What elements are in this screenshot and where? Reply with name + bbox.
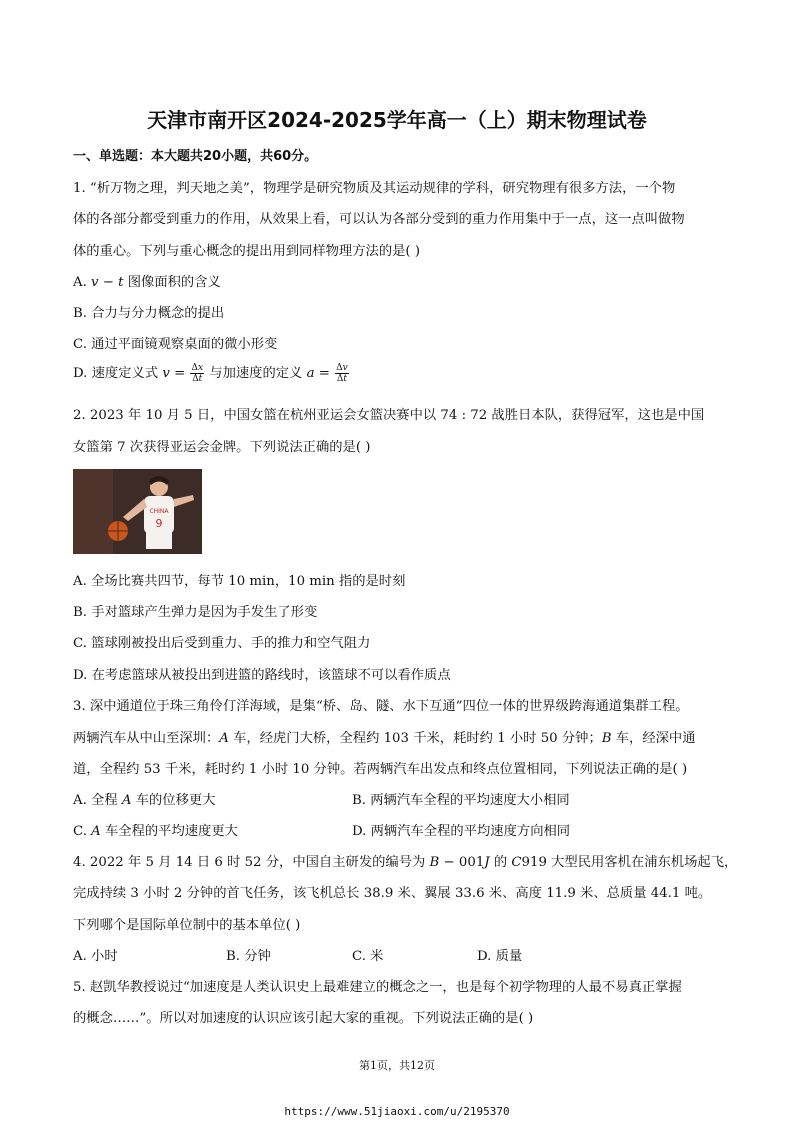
q1-text-line-3: 体的重心。下列与重心概念的提出用到同样物理方法的是( ) — [73, 244, 421, 259]
page-footer: 第1页，共12页 — [359, 1059, 435, 1072]
q3-text-line-1: 3. 深中通道位于珠三角伶仃洋海域，是集“桥、岛、隧、水下互通”四位一体的世界级跨海通道集群工程。 — [73, 699, 689, 714]
q2-text-line-1: 2. 2023 年 10 月 5 日，中国女篮在杭州亚运会女篮决赛中以 74 : 72 战胜日本队，获得冠军，这也是中国 — [73, 408, 705, 423]
q5-text-line-1: 5. 赵凯华教授说过“加速度是人类认识史上最难建立的概念之一，也是每个初学物理的人最不易真正掌握 — [73, 980, 682, 995]
q2-option-a: A. 全场比赛共四节，每节 10 min，10 min 指的是时刻 — [73, 574, 406, 589]
q3-option-d: D. 两辆汽车全程的平均速度方向相同 — [352, 824, 571, 839]
q4-option-a: A. 小时 — [73, 949, 118, 964]
q1-option-a: A. 𝑣 − 𝑡 图像面积的含义 — [73, 275, 221, 290]
q4-text-line-1: 4. 2022 年 5 月 14 日 6 时 52 分，中国自主研发的编号为 𝐵 − 001𝐽 的 𝐶919 大型民用客机在浦东机场起飞， — [73, 855, 738, 870]
watermark-url[interactable]: https://www.51jiaoxi.com/u/2195370 — [284, 1105, 510, 1118]
q1-text-line-2: 体的各部分都受到重力的作用，从效果上看，可以认为各部分受到的重力作用集中于一点，这一点叫做物 — [73, 212, 685, 227]
q1-option-d-prefix: D. 速度定义式 𝑣 = — [73, 366, 186, 381]
section-heading: 一、单选题：本大题共20小题，共60分。 — [73, 149, 318, 164]
q2-option-b: B. 手对篮球产生弹力是因为手发生了形变 — [73, 605, 318, 620]
q1-option-c: C. 通过平面镜观察桌面的微小形变 — [73, 337, 278, 352]
q1-option-b: B. 合力与分力概念的提出 — [73, 306, 225, 321]
q4-option-b: B. 分钟 — [226, 949, 271, 964]
q2-option-c: C. 篮球刚被投出后受到重力、手的推力和空气阻力 — [73, 636, 371, 651]
velocity-denominator: Δ𝑡 — [192, 374, 203, 384]
q3-option-b: B. 两辆汽车全程的平均速度大小相同 — [352, 793, 570, 808]
q1-option-d — [73, 362, 350, 384]
q3-option-c: C. 𝐴 车全程的平均速度更大 — [73, 824, 238, 839]
q4-text-line-2: 完成持续 3 小时 2 分钟的首飞任务，该飞机总长 38.9 米、翼展 33.6 米、高度 11.9 米、总质量 44.1 吨。 — [73, 886, 712, 901]
velocity-fraction — [190, 363, 204, 384]
velocity-numerator: Δ𝑥 — [191, 363, 204, 373]
q2-option-d: D. 在考虑篮球从被投出到进篮的路线时，该篮球不可以看作质点 — [73, 668, 451, 683]
q1-option-d-middle: 与加速度的定义 𝑎 = — [209, 366, 330, 381]
exam-title: 天津市南开区2024-2025学年高一（上）期末物理试卷 — [147, 108, 647, 132]
jersey-label: CHINA — [149, 508, 169, 515]
jersey-number: 9 — [155, 517, 163, 530]
q4-option-c: C. 米 — [352, 949, 384, 964]
q2-text-line-2: 女篮第 7 次获得亚运会金牌。下列说法正确的是( ) — [73, 440, 371, 455]
q4-option-d: D. 质量 — [477, 949, 523, 964]
q5-text-line-2: 的概念……”。所以对加速度的认识应该引起大家的重视。下列说法正确的是( ) — [73, 1011, 534, 1026]
acceleration-denominator: Δ𝑡 — [336, 374, 347, 384]
q3-option-a: A. 全程 𝐴 车的位移更大 — [73, 793, 216, 808]
q3-text-line-2: 两辆汽车从中山至深圳：𝐴 车，经虎门大桥，全程约 103 千米，耗时约 1 小时 50 分钟；𝐵 车，经深中通 — [73, 731, 696, 746]
basketball-player-photo — [73, 469, 202, 554]
q3-text-line-3: 道，全程约 53 千米，耗时约 1 小时 10 分钟。若两辆汽车出发点和终点位置相同，下列说法正确的是( ) — [73, 762, 688, 777]
q1-text-line-1: 1. “析万物之理，判天地之美”，物理学是研究物质及其运动规律的学科，研究物理有很多方法，一个物 — [73, 181, 676, 196]
photo-illustration — [73, 469, 202, 554]
acceleration-fraction — [335, 363, 349, 384]
acceleration-numerator: Δ𝑣 — [336, 363, 348, 373]
q4-text-line-3: 下列哪个是国际单位制中的基本单位( ) — [73, 918, 301, 933]
